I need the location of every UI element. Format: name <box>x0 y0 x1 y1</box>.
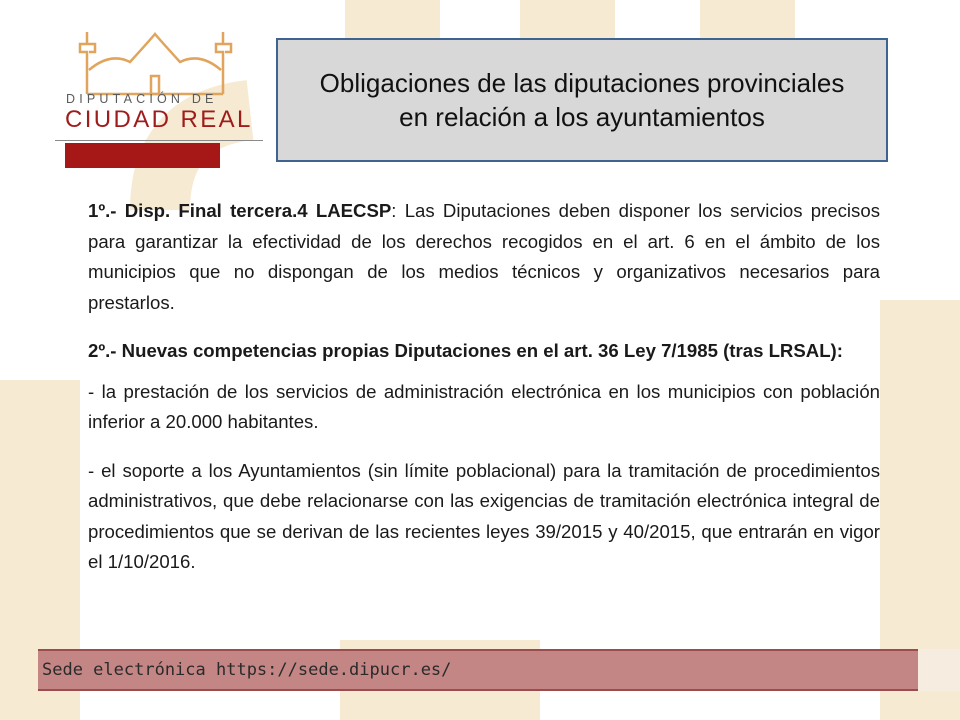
logo-text-line2: CIUDAD REAL <box>65 106 253 133</box>
footer-bar <box>38 649 918 691</box>
paragraph-3: - la prestación de los servicios de administración electrónica en los municipios con población inferior a 20.000 habitantes. <box>88 380 880 432</box>
title-line2: en relación a los ayuntamientos <box>399 102 765 132</box>
logo-text-line1: DIPUTACIÓN DE <box>66 92 218 106</box>
building-outline-icon <box>65 30 245 96</box>
logo-divider <box>55 140 263 141</box>
paragraph-4: - el soporte a los Ayuntamientos (sin límite poblacional) para la tramitación de procedimientos administrativos, que debe relacionarse con las exigencias de tramitación electrónica integral de procedimientos que se derivan de las recientes leyes 39/2015 y 40/2015, que entrarán en vigor el 1/10/2016. <box>88 459 880 572</box>
logo <box>55 30 265 170</box>
title-box <box>276 38 888 162</box>
footer-text: Sede electrónica https://sede.dipucr.es/ <box>42 660 452 680</box>
logo-red-bar <box>65 143 220 168</box>
paragraph-2-heading: 2º.- Nuevas competencias propias Diputaciones en el art. 36 Ley 7/1985 (tras LRSAL): <box>88 340 843 361</box>
paragraph-1-heading: 1º.- Disp. Final tercera.4 LAECSP <box>88 200 392 221</box>
slide-title <box>320 66 845 134</box>
title-line1: Obligaciones de las diputaciones provinciales <box>319 68 845 98</box>
footer-end-block <box>918 649 960 691</box>
paragraph-1-text: : Las Diputaciones deben disponer los servicios precisos para garantizar la efectividad de los derechos recogidos en el art. 6 en el ámbito de los municipios que no dispongan de los medios técnicos y organizativos necesarios para prestarlos. <box>88 200 880 313</box>
paragraph-1 <box>88 196 880 318</box>
paragraph-2 <box>88 336 880 367</box>
slide-body <box>88 196 880 596</box>
